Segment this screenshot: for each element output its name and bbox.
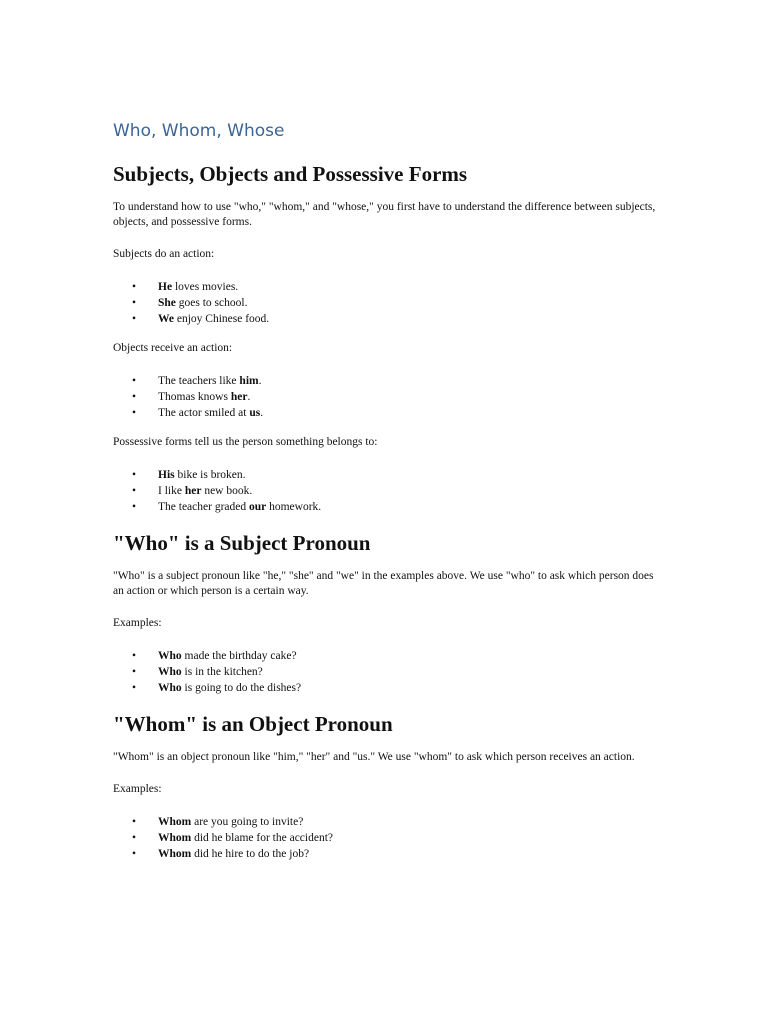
bullet-icon: • — [132, 297, 137, 309]
bullet-list — [113, 814, 658, 862]
list-item: • I like her new book. — [132, 485, 253, 497]
bullet-icon: • — [132, 391, 137, 403]
document-page — [113, 118, 658, 876]
section-intro: To understand how to use "who," "whom," and "whose," you first have to understand the difference between subjects, objects, and possessive forms. — [113, 201, 656, 228]
bullet-icon: • — [132, 832, 137, 844]
list-item: • He loves movies. — [132, 281, 239, 293]
section-intro: "Who" is a subject pronoun like "he," "she" and "we" in the examples above. We use "who" to ask which person does an action or which person is a certain way. — [113, 570, 654, 597]
bullet-icon: • — [132, 313, 137, 325]
section-heading: "Whom" is an Object Pronoun — [113, 712, 393, 736]
list-item: • Thomas knows her. — [132, 391, 251, 403]
bullet-icon: • — [132, 848, 137, 860]
bullet-list — [113, 373, 658, 421]
group-lead: Examples: — [113, 783, 162, 795]
section-heading: "Who" is a Subject Pronoun — [113, 531, 371, 555]
list-item: • Whom are you going to invite? — [132, 816, 304, 828]
section-heading: Subjects, Objects and Possessive Forms — [113, 162, 468, 186]
list-item: • His bike is broken. — [132, 469, 246, 481]
bullet-icon: • — [132, 666, 137, 678]
list-item: • We enjoy Chinese food. — [132, 313, 270, 325]
list-item: • Whom did he hire to do the job? — [132, 848, 310, 860]
list-item: • The actor smiled at us. — [132, 407, 264, 419]
bullet-icon: • — [132, 281, 137, 293]
bullet-list — [113, 467, 658, 515]
list-item: • Who is in the kitchen? — [132, 666, 263, 678]
bullet-icon: • — [132, 375, 137, 387]
bullet-icon: • — [132, 407, 137, 419]
list-item: • She goes to school. — [132, 297, 248, 309]
bullet-icon: • — [132, 485, 137, 497]
list-item: • Who made the birthday cake? — [132, 650, 297, 662]
list-item: • Who is going to do the dishes? — [132, 682, 302, 694]
bullet-list — [113, 279, 658, 327]
group-lead: Objects receive an action: — [113, 342, 233, 354]
bullet-icon: • — [132, 469, 137, 481]
bullet-icon: • — [132, 682, 137, 694]
section-intro: "Whom" is an object pronoun like "him," "her" and "us." We use "whom" to ask which person receives an action. — [113, 751, 635, 763]
list-item: • The teacher graded our homework. — [132, 501, 322, 513]
bullet-icon: • — [132, 816, 137, 828]
list-item: • Whom did he blame for the accident? — [132, 832, 334, 844]
bullet-icon: • — [132, 501, 137, 513]
list-item: • The teachers like him. — [132, 375, 262, 387]
group-lead: Subjects do an action: — [113, 248, 215, 260]
document-title: Who, Whom, Whose — [113, 121, 285, 141]
group-lead: Examples: — [113, 617, 162, 629]
bullet-icon: • — [132, 650, 137, 662]
group-lead: Possessive forms tell us the person something belongs to: — [113, 436, 378, 448]
bullet-list — [113, 648, 658, 696]
